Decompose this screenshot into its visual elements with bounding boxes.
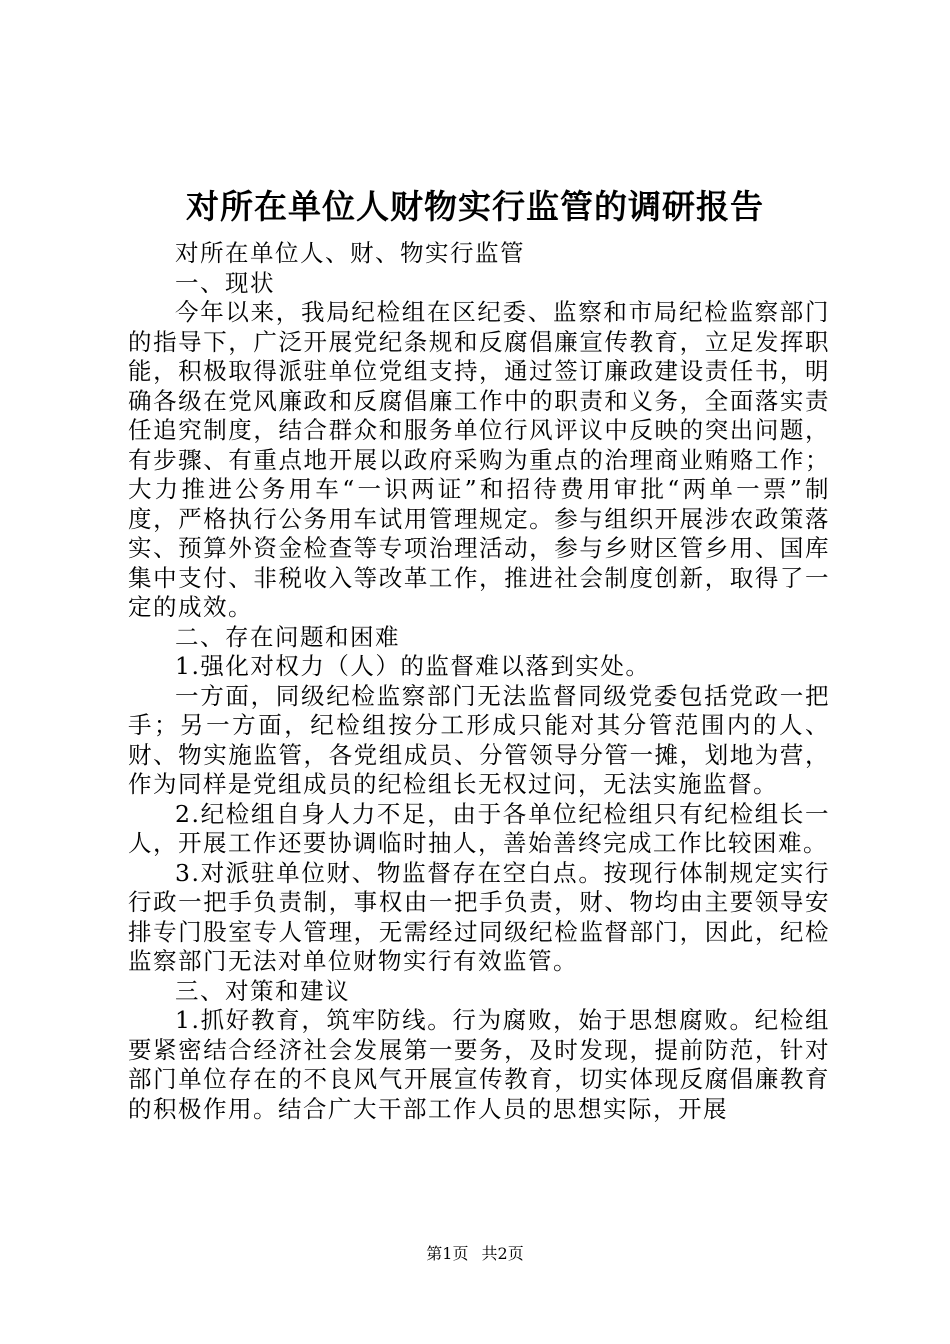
body-paragraph: 2.纪检组自身人力不足，由于各单位纪检组只有纪检组长一人，开展工作还要协调临时抽人，善始善终完成工作比较困难。 [128, 799, 830, 857]
body-paragraph: 1.强化对权力（人）的监督难以落到实处。 [175, 652, 651, 680]
subtitle-paragraph: 对所在单位人、财、物实行监管 [175, 239, 525, 267]
section-heading-status: 一、现状 [175, 268, 275, 297]
document-title: 对所在单位人财物实行监管的调研报告 [186, 187, 764, 226]
section-heading-suggestions: 三、对策和建议 [175, 976, 350, 1005]
document-body [128, 239, 830, 1124]
page-footer [0, 1244, 950, 1264]
page-number-total: 共2页 [481, 1244, 524, 1263]
section-heading-problems: 二、存在问题和困难 [175, 622, 400, 651]
body-paragraph: 今年以来，我局纪检组在区纪委、监察和市局纪检监察部门的指导下，广泛开展党纪条规和反腐倡廉宣传教育，立足发挥职能，积极取得派驻单位党组支持，通过签订廉政建设责任书，明确各级在党风廉政和反腐倡廉工作中的职责和义务，全面落实责任追究制度，结合群众和服务单位行风评议中反映的突出问题，有步骤、有重点地开展以政府采购为重点的治理商业贿赂工作；大力推进公务用车“一识两证”和招待费用审批“两单一票”制度，严格执行公务用车试用管理规定。参与组织开展涉农政策落实、预算外资金检查等专项治理活动，参与乡财区管乡用、国库集中支付、非税收入等改革工作，推进社会制度创新，取得了一定的成效。 [128, 298, 830, 621]
body-paragraph: 1.抓好教育，筑牢防线。行为腐败，始于思想腐败。纪检组要紧密结合经济社会发展第一要务，及时发现，提前防范，针对部门单位存在的不良风气开展宣传教育，切实体现反腐倡廉教育的积极作用。结合广大干部工作人员的思想实际，开展 [128, 1006, 830, 1123]
body-paragraph: 3.对派驻单位财、物监督存在空白点。按现行体制规定实行行政一把手负责制，事权由一把手负责，财、物均由主要领导安排专门股室专人管理，无需经过同级纪检监督部门，因此，纪检监察部门无法对单位财物实行有效监管。 [128, 858, 830, 975]
page-number-current: 第1页 [426, 1244, 469, 1263]
body-paragraph: 一方面，同级纪检监察部门无法监督同级党委包括党政一把手；另一方面，纪检组按分工形成只能对其分管范围内的人、财、物实施监管，各党组成员、分管领导分管一摊，划地为营，作为同样是党组成员的纪检组长无权过问，无法实施监督。 [128, 681, 830, 798]
